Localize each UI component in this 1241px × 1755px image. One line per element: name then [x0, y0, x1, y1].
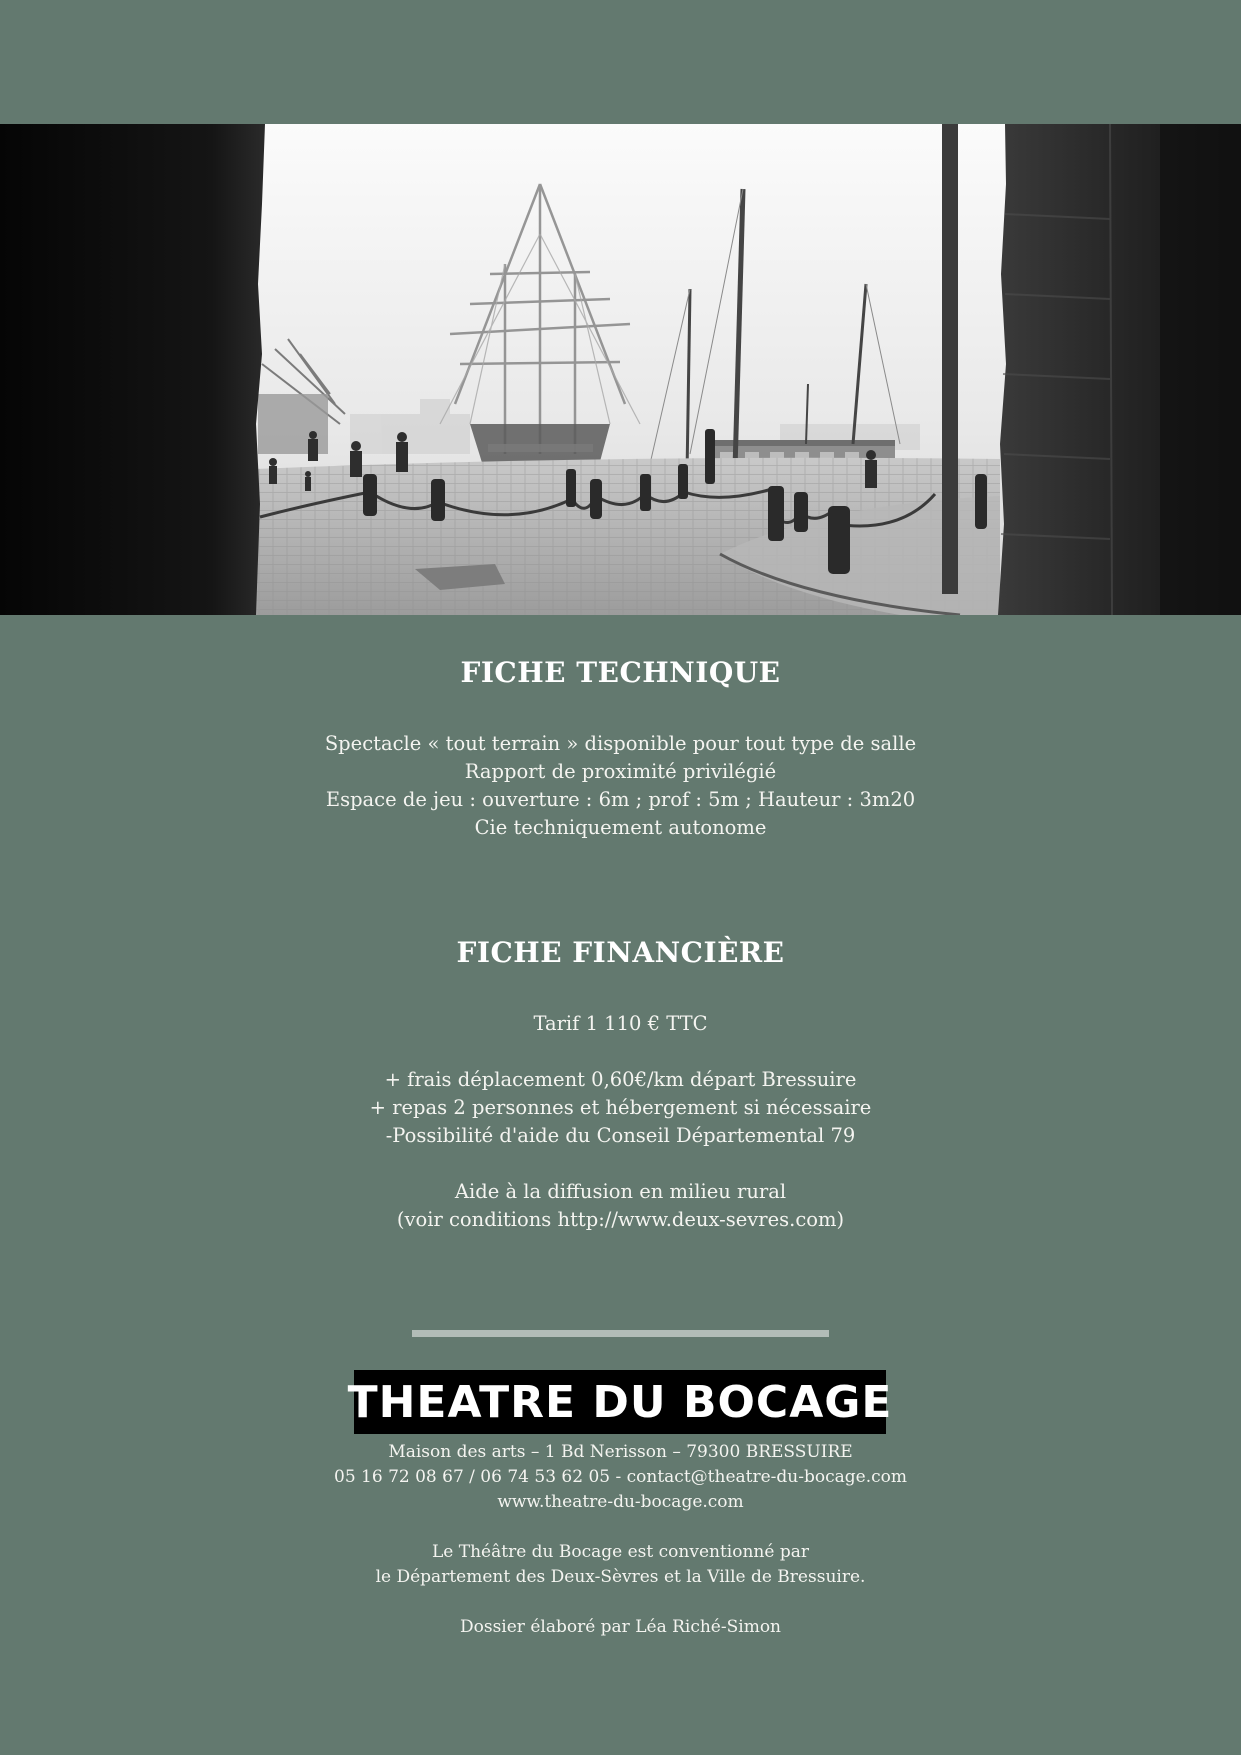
harbor-photo — [0, 124, 1241, 615]
logo-text: THEATRE DU BOCAGE — [347, 1376, 893, 1428]
technique-section — [0, 656, 1241, 690]
financiere-line: + repas 2 personnes et hébergement si nécessaire — [369, 1096, 872, 1119]
contact-line: 05 16 72 08 67 / 06 74 53 62 05 - contact@theatre-du-bocage.com — [334, 1467, 907, 1487]
technique-line: Spectacle « tout terrain » disponible pour tout type de salle — [324, 732, 917, 755]
technique-line: Rapport de proximité privilégié — [464, 760, 777, 783]
credit-line: Dossier élaboré par Léa Riché-Simon — [459, 1617, 782, 1637]
financiere-details — [0, 1010, 1241, 1234]
technique-title: FICHE TECHNIQUE — [460, 656, 781, 689]
aide-conditions-link: (voir conditions http://www.deux-sevres.com) — [396, 1208, 845, 1231]
website-link: www.theatre-du-bocage.com — [497, 1492, 744, 1512]
hero-photo — [0, 124, 1241, 615]
convention-line: Le Théâtre du Bocage est conventionné par — [432, 1542, 809, 1562]
tarif-line: Tarif 1 110 € TTC — [533, 1012, 708, 1035]
aide-line: Aide à la diffusion en milieu rural — [454, 1180, 787, 1203]
address: Maison des arts – 1 Bd Nerisson – 79300 BRESSUIRE — [388, 1442, 853, 1462]
financiere-title: FICHE FINANCIÈRE — [456, 936, 785, 969]
financiere-section — [0, 936, 1241, 970]
section-divider — [412, 1330, 829, 1337]
theatre-logo — [347, 1370, 893, 1434]
footer-info — [0, 1440, 1241, 1640]
financiere-line: + frais déplacement 0,60€/km départ Bressuire — [384, 1068, 857, 1091]
convention-line: le Département des Deux-Sèvres et la Ville de Bressuire. — [375, 1567, 866, 1587]
technique-details — [0, 730, 1241, 842]
technique-line: Cie techniquement autonome — [474, 816, 767, 839]
technique-line: Espace de jeu : ouverture : 6m ; prof : 5m ; Hauteur : 3m20 — [325, 788, 916, 811]
financiere-line: -Possibilité d'aide du Conseil Départemental 79 — [385, 1124, 856, 1147]
